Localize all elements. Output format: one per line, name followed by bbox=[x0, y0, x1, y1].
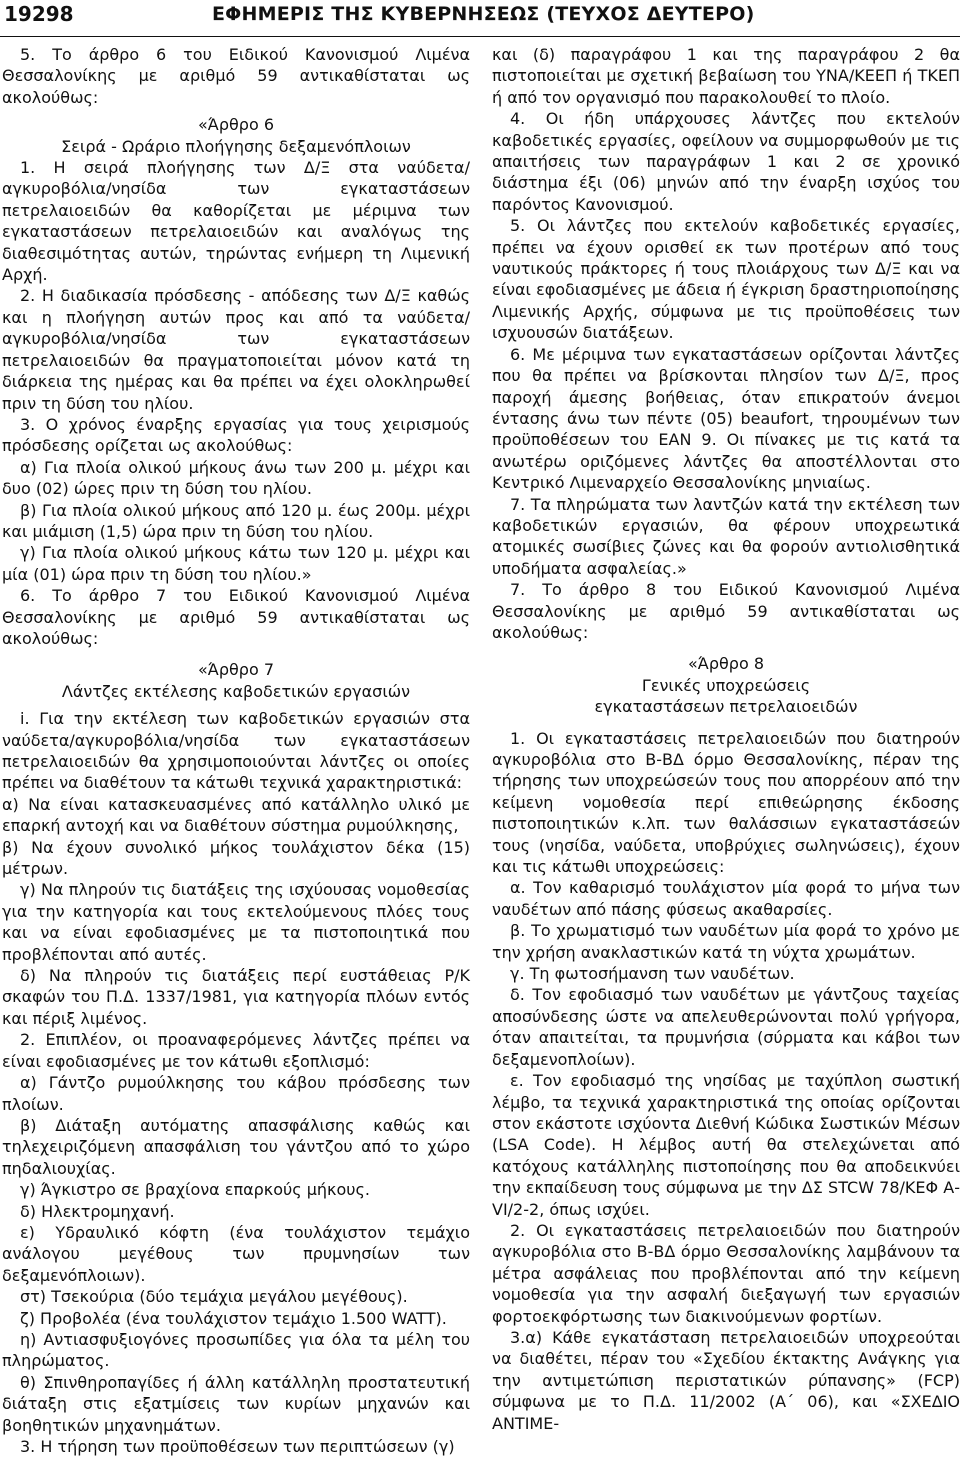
article-8-par-1c: γ. Τη φωτοσήμανση των ναυδέτων. bbox=[510, 964, 795, 984]
article-7-par-3-continued: και (δ) παραγράφου 1 και της παραγράφου 2 θα πιστοποιείται με σχετική βεβαίωση του ΥΝΑ/ΚΕΕΠ ή ΤΚΕΠ ή από τον οργανισμό που παρακολουθεί το πλοίο. bbox=[492, 45, 960, 107]
article-7-par-2h: η) Αντιασφυξιογόνες προσωπίδες για όλα τα μέλη του πληρώματος. bbox=[2, 1329, 470, 1371]
article-7-par-2st: στ) Τσεκούρια (δύο τεμάχια μεγάλου μεγέθους). bbox=[20, 1287, 408, 1307]
article-8-subtitle-line-2: εγκαταστάσεων πετρελαιοειδών bbox=[594, 697, 858, 717]
journal-title: ΕΦΗΜΕΡΙΣ ΤΗΣ ΚΥΒΕΡΝΗΣΕΩΣ (ΤΕΥΧΟΣ ΔΕΥΤΕΡΟ) bbox=[212, 3, 755, 25]
paragraph-intro-5: 5. Το άρθρο 6 του Ειδικού Κανονισμού Λιμένα Θεσσαλονίκης με αριθμό 59 αντικαθίσταται ως ακολούθως: bbox=[2, 45, 470, 107]
article-7-par-3: 3. Η τήρηση των προϋποθέσεων των περιπτώσεων (γ) bbox=[20, 1437, 455, 1456]
article-7-par-2d: δ) Ηλεκτρομηχανή. bbox=[20, 1201, 175, 1221]
article-7-par-2b: β) Διάταξη αυτόματης απασφάλισης καθώς και τηλεχειριζόμενη απασφάλιση του γάντζου από το χώρο πηδαλιουχίας. bbox=[2, 1115, 470, 1178]
article-7-subtitle: Λάντζες εκτέλεσης καβοδετικών εργασιών bbox=[61, 681, 411, 701]
article-7-par-4: 4. Οι ήδη υπάρχουσες λάντζες που εκτελούν καβοδετικές εργασίες, οφείλουν να συμμορφωθούν με τις απαιτήσεις των παραγράφων 1 και 2 σε χρονικό διάστημα έξι (06) μηνών από την έναρξη ισχύος του παρόντος Κανονισμού. bbox=[492, 109, 960, 214]
paragraph-intro-6: 6. Το άρθρο 7 του Ειδικού Κανονισμού Λιμένα Θεσσαλονίκης με αριθμό 59 αντικαθίσταται ως ακολούθως: bbox=[2, 586, 470, 648]
article-6-par-3a: α) Για πλοία ολικού μήκους άνω των 200 μ. μέχρι και δυο (02) ώρες πριν τη δύση του ηλίου. bbox=[2, 457, 470, 499]
article-6-par-3: 3. Ο χρόνος έναρξης εργασίας για τους χειρισμούς πρόσδεσης ορίζεται ως ακολούθως: bbox=[2, 414, 470, 456]
article-8-par-3a: 3.α) Κάθε εγκατάσταση πετρελαιοειδών υποχρεούται να διαθέτει, πέραν του «Σχεδίου έκτακτης Ανάγκης για την αντιμετώπιση περιστατικών ρύπανσης» (FCP) σύμφωνα με το Π.Δ. 11/2002 (Α΄ 06), και «ΣΧΕΔΙΟ ΑΝΤΙΜΕ- bbox=[492, 1327, 960, 1433]
article-8-par-1: 1. Οι εγκαταστάσεις πετρελαιοειδών που διατηρούν αγκυροβόλια στο Β-ΒΔ όρμο Θεσσαλονίκης, πέραν της τήρησης των υποχρεώσεών τους που απορρέουν από την κείμενη νομοθεσία περί επιθεώρησης έκδοσης πιστοποιητικών κ.λπ. των θαλάσσιων εγκαταστάσεών τους (νησίδα, ναύδετα, υποβρύχιες σωληνώσεις), έχουν και τις κάτωθι υποχρεώσεις: bbox=[492, 728, 960, 877]
article-6-par-1: 1. Η σειρά πλοήγησης των Δ/Ξ στα ναύδετα/αγκυροβόλια/νησίδα των εγκαταστάσεων πετρελαιοειδών θα καθορίζεται με μέριμνα των εγκαταστάσεων πετρελαιοειδών και αναλόγως της διαθεσιμότητας αυτών, τηρώντας ενήμερη τη Λιμενική Αρχή. bbox=[2, 158, 470, 285]
article-7-title: «Άρθρο 7 bbox=[197, 660, 275, 680]
article-7-par-2a: α) Γάντζο ρυμούλκησης του κάβου πρόσδεσης των πλοίων. bbox=[2, 1073, 470, 1114]
article-8-par-1d: δ. Τον εφοδιασμό των ναυδέτων με γάντζους ταχείας αποσύνδεσης ώστε να απελευθερώνονται πολύ γρήγορα, όταν απαιτείται, τα πρυμνήσια (σύρματα και κάβοι των δεξαμενοπλοίων). bbox=[492, 985, 960, 1069]
article-6-subtitle: Σειρά - Ωράριο πλοήγησης δεξαμενόπλοιων bbox=[61, 136, 411, 156]
article-6-par-3b: β) Για πλοία ολικού μήκους από 120 μ. έως 200μ. μέχρι και μιάμιση (1,5) ώρα πριν τη δύση του ηλίου. bbox=[2, 500, 470, 541]
article-7-par-2th: θ) Σπινθηροπαγίδες ή άλλη κατάλληλη προστατευτική διάταξη στις εξατμίσεις των κυρίων μηχανών και βοηθητικών μηχανημάτων. bbox=[2, 1372, 470, 1435]
article-7-par-6: 6. Με μέριμνα των εγκαταστάσεων ορίζονται λάντζες που θα πρέπει να βρίσκονται πλησίον των Δ/Ξ, προς παροχή άμεσης βοήθειας, όταν επικρατούν άνεμοι έντασης άνω των πέντε (05) beaufort, τηρουμένων των προϋποθέσεων του ΕΑΝ 9. Οι πίνακες με τις κατά τα ανωτέρω οριζόμενες λάντζες θα αποστέλλονται στο Κεντρικό Λιμεναρχείο Θεσσαλονίκης μηνιαίως. bbox=[492, 344, 960, 493]
article-7-par-2: 2. Επιπλέον, οι προαναφερόμενες λάντζες πρέπει να είναι εφοδιασμένες με τον κάτωθι εξοπλισμό: bbox=[2, 1030, 470, 1071]
article-7-par-2z: ζ) Προβολέα (ένα τουλάχιστον τεμάχιο 1.500 WATT). bbox=[20, 1308, 447, 1328]
article-8-par-1a: α. Τον καθαρισμό τουλάχιστον μία φορά το μήνα των ναυδέτων από πάσης φύσεως ακαθαρσίες. bbox=[492, 878, 960, 919]
article-8-title: «Άρθρο 8 bbox=[687, 654, 765, 674]
article-7-par-i: i. Για την εκτέλεση των καβοδετικών εργασιών στα ναύδετα/αγκυροβόλια/νησίδα των εγκαταστάσεων πετρελαιοειδών θα χρησιμοποιούνται λάντζες οι οποίες πρέπει να διαθέτουν τα κάτωθι τεχνικά χαρακτηριστικά: bbox=[2, 709, 470, 793]
paragraph-intro-7: 7. Το άρθρο 8 του Ειδικού Κανονισμού Λιμένα Θεσσαλονίκης με αριθμό 59 αντικαθίσταται ως ακολούθως: bbox=[492, 580, 960, 642]
article-7-par-i-b: β) Να έχουν συνολικό μήκος τουλάχιστον δέκα (15) μέτρων. bbox=[2, 837, 470, 879]
article-8-par-1e: ε. Τον εφοδιασμό της νησίδας με ταχύπλοη σωστική λέμβο, τα τεχνικά χαρακτηριστικά της οποίας ορίζονται στον εκάστοτε ισχύοντα Διεθνή Κώδικα Σωστικών Μέσων (LSA Code). Η λέμβος αυτή θα στελεχώνεται από κατόχους κατάλληλης πιστοποίησης που θα αποδεικνύει την εκπαίδευση τους σύμφωνα με την ΔΣ STCW 78/ΚΕΦ Α-VI/2-2, όπως ισχύει. bbox=[492, 1071, 960, 1219]
article-7-par-2c: γ) Άγκιστρο σε βραχίονα επαρκούς μήκους. bbox=[20, 1180, 371, 1200]
article-8-subtitle-line-1: Γενικές υποχρεώσεις bbox=[641, 675, 811, 695]
article-8-par-1b: β. Το χρωματισμό των ναυδέτων μία φορά το χρόνο με την χρήση ανακλαστικών κατά τη νύχτα χρωμάτων. bbox=[492, 921, 960, 962]
article-7-par-i-d: δ) Να πληρούν τις διατάξεις περί ευστάθειας Ρ/Κ σκαφών του Π.Δ. 1337/1981, για κατηγορία πλόων εντός και πέριξ λιμένος. bbox=[2, 966, 470, 1028]
article-6-par-3c: γ) Για πλοία ολικού μήκους κάτω των 120 μ. μέχρι και μία (01) ώρα πριν τη δύση του ηλίου.» bbox=[2, 543, 470, 584]
article-8-par-2: 2. Οι εγκαταστάσεις πετρελαιοειδών που διατηρούν αγκυροβόλια στο Β-ΒΔ όρμο Θεσσαλονίκης λαμβάνουν τα μέτρα ασφάλειας που προβλέπονται από την κείμενη νομοθεσία για την ασφαλή διεξαγωγή των εργασιών φορτοεκφόρτωσης των διακινούμενων φορτίων. bbox=[492, 1220, 960, 1326]
article-7-par-2e: ε) Υδραυλικό κόφτη (ένα τουλάχιστον τεμάχιο ανάλογου μεγέθους των πρυμνησίων των δεξαμενόπλοιων). bbox=[2, 1222, 470, 1285]
page-number: 19298 bbox=[4, 2, 74, 26]
article-6-par-2: 2. Η διαδικασία πρόσδεσης - απόδεσης των Δ/Ξ καθώς και η πλοήγηση αυτών προς και από τα ναύδετα/αγκυροβόλια/νησίδα των εγκαταστάσεων πετρελαιοειδών θα πραγματοποιείται μόνον κατά τη διάρκεια της ημέρας και θα πρέπει να έχει ολοκληρωθεί πριν τη δύση του ηλίου. bbox=[2, 286, 470, 413]
right-column bbox=[492, 44, 960, 1434]
article-6-title: «Άρθρο 6 bbox=[197, 115, 275, 135]
left-column bbox=[2, 44, 470, 1457]
article-7-par-i-c: γ) Να πληρούν τις διατάξεις της ισχύουσας νομοθεσίας για την κατηγορία και τους εκτελούμενους πλόες τους και να είναι εφοδιασμένες με τα πιστοποιητικά που προβλέπονται από αυτές. bbox=[2, 880, 470, 964]
page-header bbox=[0, 0, 960, 37]
article-7-par-i-a: α) Να είναι κατασκευασμένες από κατάλληλο υλικό με επαρκή αντοχή και να διαθέτουν σύστημα ρυμούλκησης, bbox=[2, 794, 470, 836]
article-7-par-7: 7. Τα πληρώματα των λαντζών κατά την εκτέλεση των καβοδετικών εργασιών, θα φέρουν υποχρεωτικά ατομικές σωσίβιες ζώνες και θα φορούν αντιολισθητικά υποδήματα ασφαλείας.» bbox=[492, 494, 960, 578]
article-7-par-5: 5. Οι λάντζες που εκτελούν καβοδετικές εργασίες, πρέπει να έχουν ορισθεί εκ των προτέρων από τους ναυτικούς πράκτορες ή τους πλοιάρχους των Δ/Ξ και να είναι εφοδιασμένες με άδεια ή έγκριση δραστηριοποίησης Λιμενικής Αρχής, σύμφωνα με τις προϋποθέσεις των ισχυουσών διατάξεων. bbox=[492, 216, 960, 343]
